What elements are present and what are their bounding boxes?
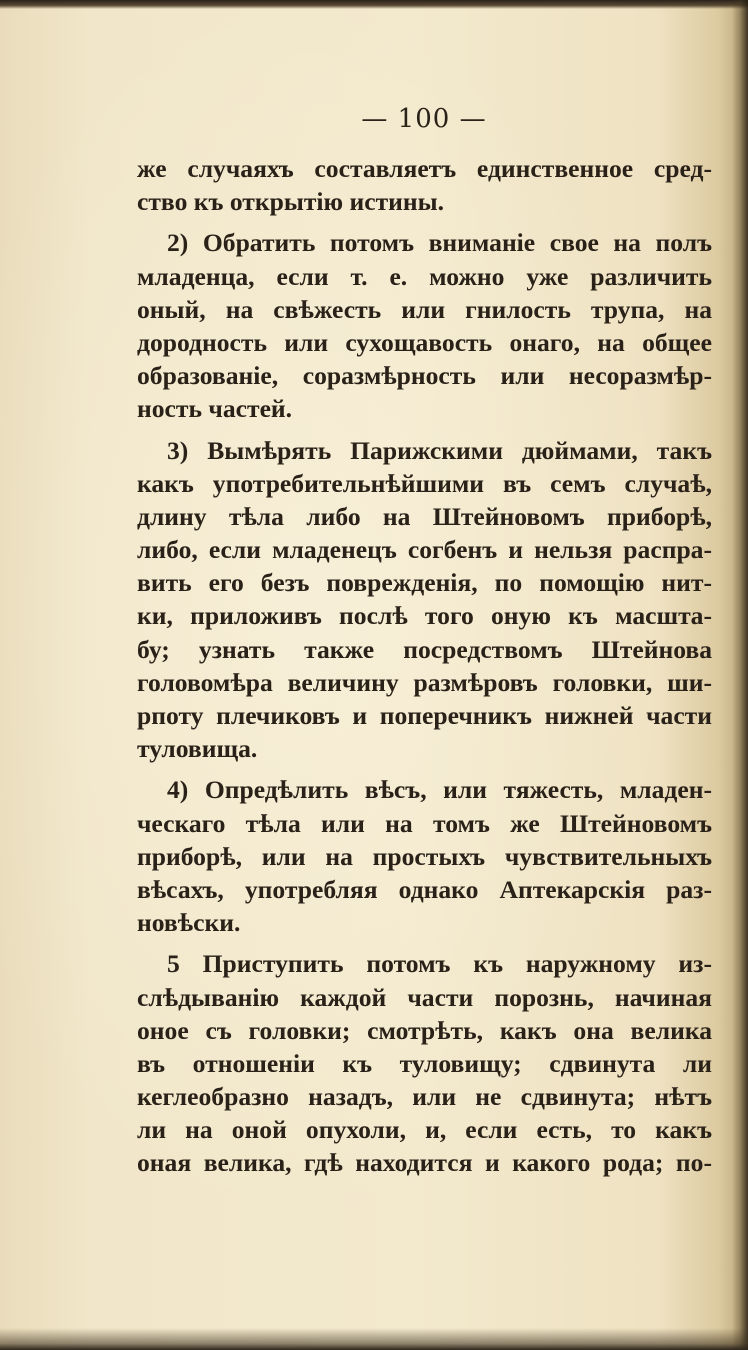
text-line: слѣдыванію каждой части порознь, начиная bbox=[137, 982, 712, 1012]
text-line: какъ употребительнѣйшими въ семъ случаѣ, bbox=[137, 468, 712, 498]
text-line: ство къ открытію истины. bbox=[137, 187, 445, 217]
text-line: образованіе, соразмѣрность или несоразмѣр- bbox=[137, 361, 712, 391]
page-top-edge bbox=[0, 0, 748, 9]
text-line: либо, если младенецъ согбенъ и нельзя распра- bbox=[137, 535, 712, 565]
paragraph bbox=[137, 226, 712, 425]
text-line: 4) Опредѣлить вѣсъ, или тяжесть, младен- bbox=[167, 775, 712, 805]
text-line: приборѣ, или на простыхъ чувствительныхъ bbox=[137, 841, 712, 871]
page-bottom-edge bbox=[0, 1328, 748, 1350]
text-line: вѣсахъ, употребляя однако Аптекарскія раз- bbox=[137, 874, 712, 904]
text-line: ность частей. bbox=[137, 394, 293, 424]
text-line: головомѣра величину размѣровъ головки, ши- bbox=[137, 667, 712, 697]
text-line: ли на оной опухоли, и, если есть, то какъ bbox=[137, 1115, 712, 1145]
text-line: туловища. bbox=[137, 734, 258, 764]
paragraph bbox=[137, 773, 712, 939]
text-line: дородность или сухощавость онаго, на общее bbox=[137, 327, 712, 357]
paragraph bbox=[137, 434, 712, 766]
paragraph bbox=[137, 947, 712, 1179]
text-line: рпоту плечиковъ и поперечникъ нижней части bbox=[137, 701, 712, 730]
page-number: — 100 — bbox=[361, 104, 487, 134]
text-line: ческаго тѣла или на томъ же Штейновомъ bbox=[137, 808, 712, 838]
text-line: новѣски. bbox=[137, 908, 241, 938]
page-binding-edge bbox=[732, 0, 748, 1350]
text-line: же случаяхъ составляетъ единственное сред- bbox=[137, 154, 712, 183]
text-line: младенца, если т. е. можно уже различить bbox=[137, 261, 712, 291]
text-line: оное съ головки; смотрѣть, какъ она велика bbox=[137, 1015, 712, 1045]
text-line: оная велика, гдѣ находится и какого рода; по- bbox=[137, 1148, 712, 1178]
paragraph bbox=[137, 152, 712, 218]
text-line: 2) Обратить потомъ вниманіе свое на полъ bbox=[167, 228, 712, 258]
text-line: бу; узнать также посредствомъ Штейнова bbox=[137, 634, 712, 664]
text-line: ки, приложивъ послѣ того оную къ масштa- bbox=[137, 601, 712, 631]
body-text bbox=[137, 152, 712, 1180]
text-line: въ отношеніи къ туловищу; сдвинута ли bbox=[137, 1048, 712, 1078]
text-line: кеглеобразно назадъ, или не сдвинута; нѣтъ bbox=[137, 1082, 712, 1112]
text-line: 3) Вымѣрять Парижскими дюймами, такъ bbox=[167, 435, 712, 465]
text-line: 5 Приступить потомъ къ наружному из- bbox=[167, 949, 712, 979]
text-line: вить его безъ поврежденія, по помощію нит- bbox=[137, 568, 712, 598]
text-line: длину тѣла либо на Штейновомъ приборѣ, bbox=[137, 501, 712, 531]
text-line: оный, на свѣжесть или гнилость трупа, на bbox=[137, 294, 712, 324]
